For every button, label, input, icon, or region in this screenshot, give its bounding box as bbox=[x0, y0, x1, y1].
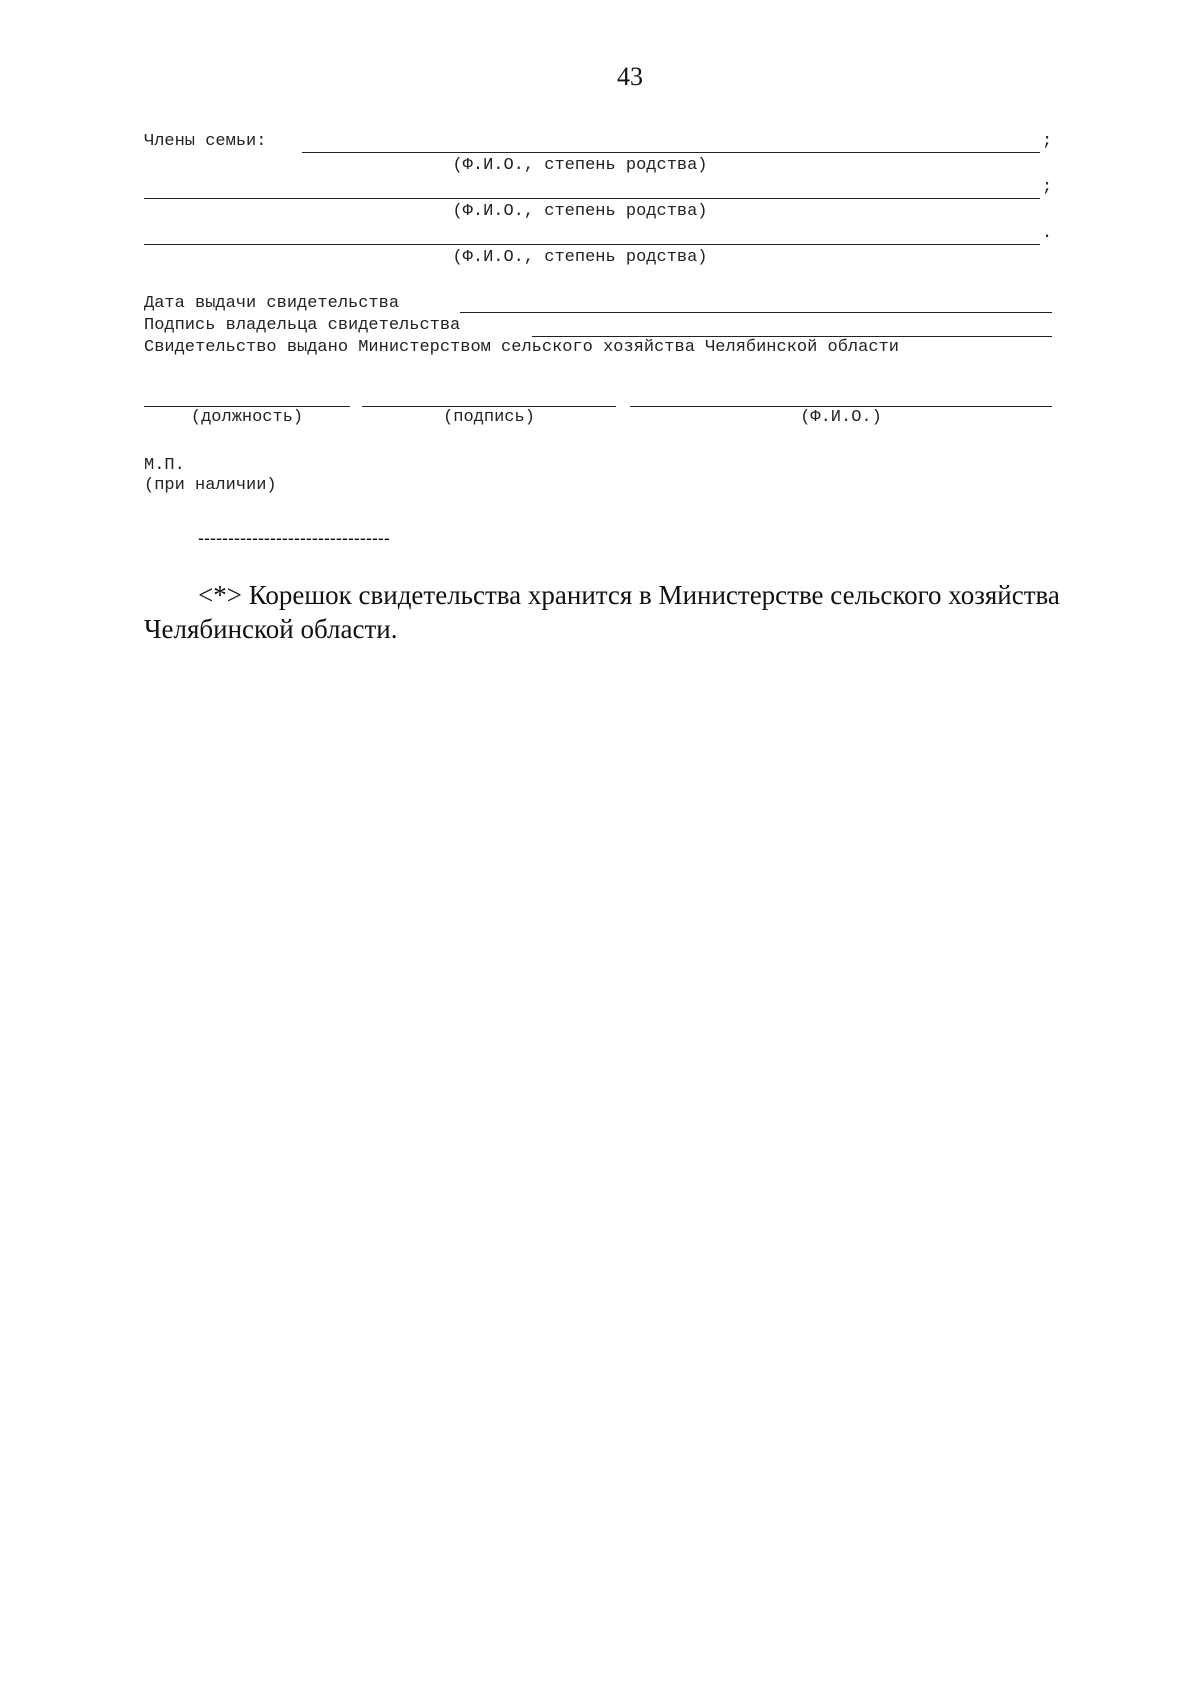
issue-date-line bbox=[460, 312, 1052, 313]
name-caption: (Ф.И.О.) bbox=[800, 408, 882, 427]
family-member-caption-1: (Ф.И.О., степень родства) bbox=[452, 156, 708, 175]
family-member-caption-3: (Ф.И.О., степень родства) bbox=[452, 248, 708, 267]
footnote-separator: -------------------------------- bbox=[198, 528, 390, 548]
family-member-ending-3: . bbox=[1042, 224, 1053, 243]
signature-line bbox=[362, 406, 616, 407]
issue-date-label: Дата выдачи свидетельства bbox=[144, 294, 400, 313]
family-member-line-2 bbox=[144, 198, 1040, 199]
owner-signature-label: Подпись владельца свидетельства bbox=[144, 316, 461, 335]
name-line bbox=[630, 406, 1052, 407]
page-number: 43 bbox=[617, 62, 643, 91]
stamp-label: М.П. bbox=[144, 456, 185, 475]
family-member-line-3 bbox=[144, 244, 1040, 245]
family-member-ending-1: ; bbox=[1042, 132, 1053, 151]
position-caption: (должность) bbox=[190, 408, 304, 427]
signature-caption: (подпись) bbox=[443, 408, 535, 427]
family-members-label: Члены семьи: bbox=[144, 132, 267, 151]
family-member-line-1 bbox=[302, 152, 1040, 153]
footnote-text: <*> Корешок свидетельства хранится в Министерстве сельского хозяйства Челябинской области. bbox=[144, 580, 1060, 644]
stamp-note: (при наличии) bbox=[144, 476, 277, 495]
position-line bbox=[144, 406, 350, 407]
owner-signature-line bbox=[532, 336, 1052, 337]
family-member-caption-2: (Ф.И.О., степень родства) bbox=[452, 202, 708, 221]
family-member-ending-2: ; bbox=[1042, 178, 1053, 197]
issued-by-text: Свидетельство выдано Министерством сельского хозяйства Челябинской области bbox=[144, 338, 899, 357]
